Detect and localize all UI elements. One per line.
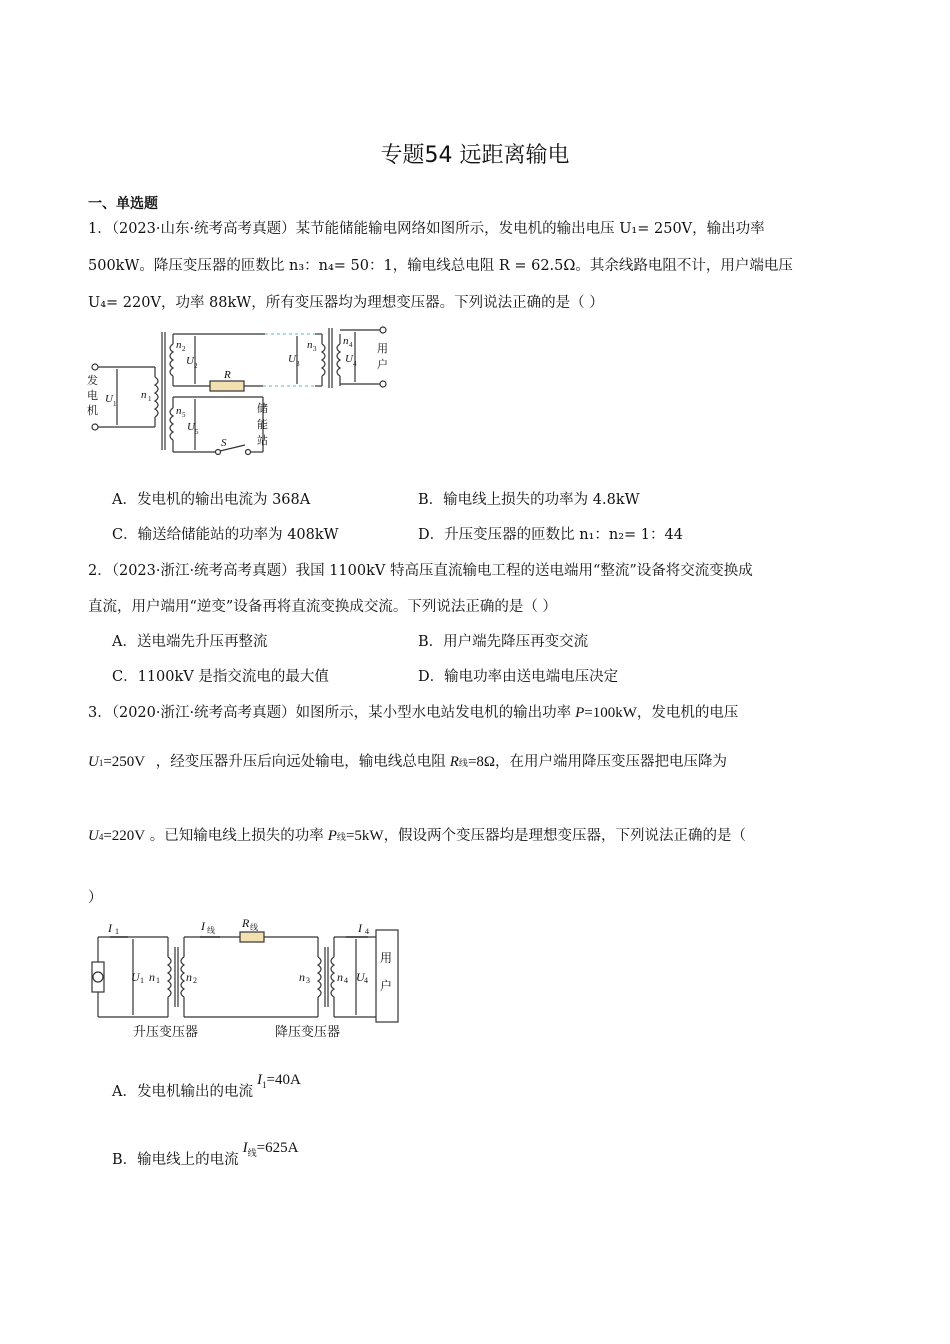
q1-fig-U5: U <box>187 421 195 433</box>
q1-fig-n4: n <box>343 335 349 347</box>
q2-option-c[interactable]: C．1100kV 是指交流电的最大值 <box>112 669 329 685</box>
q1-fig-user-2: 户 <box>377 359 388 371</box>
section-heading: 一、单选题 <box>88 196 158 212</box>
q3-fig-n1: n <box>149 970 155 984</box>
svg-text:1: 1 <box>113 400 117 408</box>
q3-fig-U4: U <box>356 970 365 984</box>
svg-text:4: 4 <box>365 927 369 936</box>
q1-option-c[interactable]: C．输送给储能站的功率为 408kW <box>112 527 339 543</box>
svg-text:4: 4 <box>344 976 348 985</box>
svg-text:3: 3 <box>306 976 310 985</box>
q3-fig-I4: I <box>358 921 362 935</box>
q1-fig-S: S <box>221 437 227 449</box>
q1-option-d[interactable]: D．升压变压器的匝数比 n₁：n₂= 1：44 <box>418 527 683 543</box>
svg-text:2: 2 <box>194 362 198 370</box>
q3-line1: 3．（2020·浙江·统考高考真题）如图所示，某小型水电站发电机的输出功率 P=100kW，发电机的电压 <box>88 705 739 721</box>
q1-fig-n5: n <box>176 405 182 417</box>
q1-fig-U3: U <box>288 353 296 365</box>
q1-line3: U₄= 220V，功率 88kW，所有变压器均为理想变压器。下列说法正确的是（ ） <box>88 295 604 311</box>
q2-line2: 直流，用户端用“逆变”设备再将直流变换成交流。下列说法正确的是（ ） <box>88 599 557 615</box>
q1-fig-gen-1: 发 <box>87 375 98 387</box>
q1-fig-store-3: 站 <box>257 435 268 447</box>
q2-option-b[interactable]: B．用户端先降压再变交流 <box>418 634 589 650</box>
q1-fig-R: R <box>224 369 231 381</box>
svg-text:3: 3 <box>296 360 300 368</box>
svg-text:1: 1 <box>140 976 144 985</box>
svg-text:1: 1 <box>156 976 160 985</box>
q1-fig-gen-3: 机 <box>87 405 98 417</box>
q3-fig-I1: I <box>108 921 112 935</box>
svg-text:3: 3 <box>313 345 317 353</box>
q3-line2: U1=250V ，经变压器升压后向远处输电，输电线总电阻 R线=8Ω，在用户端用降压变压器把电压降为 <box>88 754 728 770</box>
svg-text:5: 5 <box>195 428 199 436</box>
q1-option-b[interactable]: B．输电线上损失的功率为 4.8kW <box>418 492 640 508</box>
q1-fig-gen-2: 电 <box>87 390 98 402</box>
q3-fig-n4: n <box>337 970 343 984</box>
q3-fig-n2: n <box>186 970 192 984</box>
q3-fig-user-1: 用 <box>380 951 393 965</box>
svg-text:4: 4 <box>364 976 368 985</box>
q3-option-b[interactable]: B．输电线上的电流$I^线=625A$ <box>112 1140 299 1168</box>
q3-circuit-diagram <box>88 912 408 1042</box>
q1-fig-n2: n <box>176 339 182 351</box>
svg-text:1: 1 <box>148 395 152 403</box>
q3-fig-Rline: R <box>242 916 250 930</box>
svg-text:4: 4 <box>349 341 353 349</box>
q1-option-a[interactable]: A．发电机的输出电流为 368A <box>112 492 311 508</box>
svg-text:2: 2 <box>193 976 197 985</box>
q3-option-a[interactable]: A．发电机输出的电流$I^1=40A$ <box>112 1072 301 1100</box>
q3-fig-n3: n <box>299 970 305 984</box>
q1-fig-n1: n <box>141 389 147 401</box>
svg-text:5: 5 <box>182 411 186 419</box>
q1-line2: 500kW。降压变压器的匝数比 n₃：n₄= 50：1，输电线总电阻 R = 62.5Ω。其余线路电阻不计，用户端电压 <box>88 258 793 274</box>
q1-fig-U4: U <box>345 353 353 365</box>
q2-line1: 2．（2023·浙江·统考高考真题）我国 1100kV 特高压直流输电工程的送电端用“整流”设备将交流变换成 <box>88 563 753 579</box>
svg-text:2: 2 <box>182 345 186 353</box>
q3-line4: ） <box>88 890 103 906</box>
q1-fig-store-2: 能 <box>257 419 268 431</box>
q1-line1: 1．（2023·山东·统考高考真题）某节能储能输电网络如图所示，发电机的输出电压 U₁= 250V，输出功率 <box>88 221 765 237</box>
q1-fig-U2: U <box>186 355 194 367</box>
q2-option-a[interactable]: A．送电端先升压再整流 <box>112 634 268 650</box>
q3-line3: U4=220V 。已知输电线上损失的功率 P线=5kW，假设两个变压器均是理想变压器，下列说法正确的是（ <box>88 828 747 844</box>
q2-option-d[interactable]: D．输电功率由送电端电压决定 <box>418 669 619 685</box>
svg-text:4: 4 <box>353 360 357 368</box>
q1-fig-U1: U <box>105 393 113 405</box>
q1-fig-user-1: 用 <box>377 343 388 355</box>
svg-text:线: 线 <box>207 926 215 935</box>
svg-text:1: 1 <box>115 927 119 936</box>
q1-circuit-diagram <box>85 322 395 462</box>
q3-fig-Iline: I <box>201 919 205 933</box>
q3-fig-user-2: 户 <box>380 979 393 993</box>
page-title: 专题54 远距离输电 <box>380 143 570 168</box>
q3-fig-step-down: 降压变压器 <box>275 1024 341 1039</box>
q1-fig-store-1: 储 <box>257 403 268 415</box>
q1-fig-n3: n <box>307 339 313 351</box>
svg-text:线: 线 <box>250 923 258 932</box>
q3-fig-step-up: 升压变压器 <box>133 1024 199 1039</box>
q3-fig-U1: U <box>131 970 140 984</box>
